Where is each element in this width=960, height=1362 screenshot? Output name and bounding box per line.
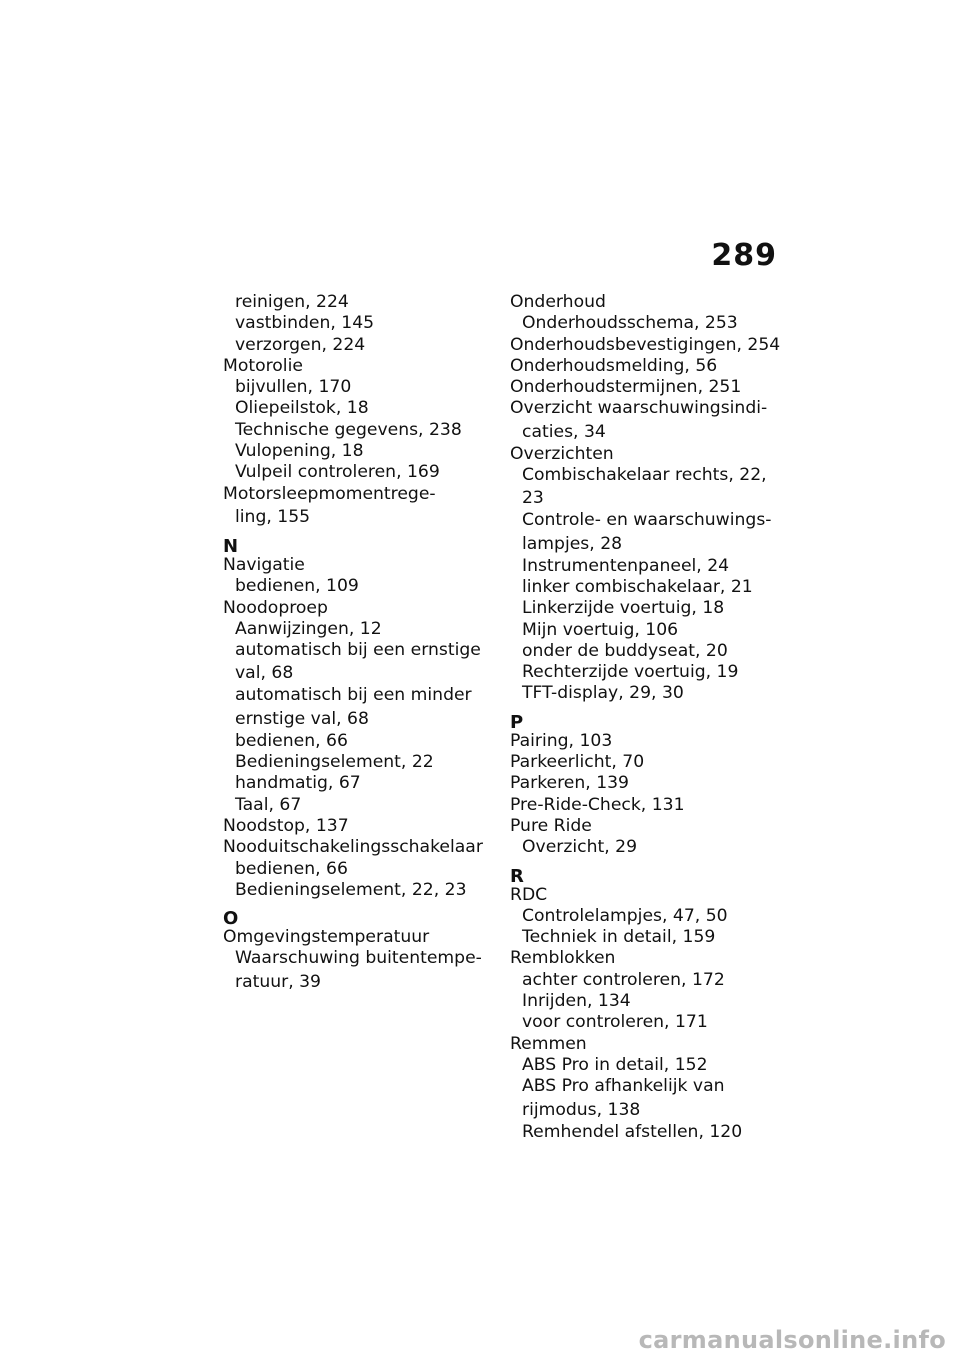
index-main-entry: Onderhoudstermijnen, 251 [510, 377, 742, 398]
index-sub-entry: Techniek in detail, 159 [522, 927, 716, 948]
index-main-entry: Noodstop, 137 [223, 815, 349, 836]
index-entry-continuation: 23 [522, 488, 544, 509]
index-main-entry: Overzichten [510, 443, 614, 464]
index-main-entry: Onderhoudsmelding, 56 [510, 355, 718, 376]
index-main-entry: Pairing, 103 [510, 730, 613, 751]
index-entry-continuation: ling, 155 [235, 506, 311, 527]
index-main-entry: Remblokken [510, 948, 616, 969]
index-sub-entry: Onderhoudsschema, 253 [522, 313, 738, 334]
index-sub-entry: bijvullen, 170 [235, 377, 352, 398]
index-sub-entry: TFT-display, 29, 30 [522, 683, 684, 704]
index-sub-entry: handmatig, 67 [235, 773, 361, 794]
index-section-letter: N [223, 535, 239, 557]
index-entry-continuation: caties, 34 [522, 421, 606, 442]
index-main-entry: Overzicht waarschuwingsindi- [510, 398, 768, 419]
index-main-entry: RDC [510, 884, 548, 905]
index-sub-entry: bedienen, 66 [235, 858, 348, 879]
index-sub-entry: Instrumentenpaneel, 24 [522, 555, 730, 576]
index-sub-entry: Linkerzijde voertuig, 18 [522, 598, 725, 619]
index-sub-entry: voor controleren, 171 [522, 1012, 708, 1033]
index-sub-entry: Rechterzijde voertuig, 19 [522, 662, 739, 683]
index-sub-entry: Oliepeilstok, 18 [235, 398, 369, 419]
index-sub-entry: Controlelampjes, 47, 50 [522, 905, 728, 926]
index-main-entry: Navigatie [223, 554, 305, 575]
index-sub-entry: Mijn voertuig, 106 [522, 619, 679, 640]
index-column-right [510, 292, 785, 1143]
page-number: 289 [711, 238, 777, 273]
index-sub-entry: Vulopening, 18 [235, 441, 364, 462]
index-sub-entry: Vulpeil controleren, 169 [235, 462, 440, 483]
index-main-entry: Onderhoud [510, 292, 606, 312]
index-sub-entry: Overzicht, 29 [522, 837, 638, 858]
index-sub-entry: bedienen, 109 [235, 576, 359, 597]
index-sub-entry: Taal, 67 [235, 794, 302, 815]
index-main-entry: Noodoproep [223, 597, 328, 618]
index-sub-entry: vastbinden, 145 [235, 313, 375, 334]
index-sub-entry: achter controleren, 172 [522, 969, 725, 990]
watermark-text: carmanualsonline.info [638, 1326, 946, 1354]
index-entry-continuation: rijmodus, 138 [522, 1099, 641, 1120]
index-main-entry: Pure Ride [510, 815, 592, 836]
index-sub-entry: reinigen, 224 [235, 292, 349, 312]
index-sub-entry: linker combischakelaar, 21 [522, 576, 753, 597]
index-sub-entry: Bedieningselement, 22 [235, 752, 434, 773]
index-sub-entry: Inrijden, 134 [522, 991, 631, 1012]
index-sub-entry: ABS Pro afhankelijk van [522, 1076, 725, 1097]
index-section-letter: P [510, 711, 524, 733]
index-column-left [223, 292, 491, 994]
index-sub-entry: verzorgen, 224 [235, 334, 366, 355]
index-section-letter: R [510, 865, 524, 887]
index-main-entry: Remmen [510, 1033, 587, 1054]
index-entry-continuation: lampjes, 28 [522, 533, 623, 554]
index-sub-entry: automatisch bij een ernstige [235, 640, 481, 661]
index-main-entry: Parkeren, 139 [510, 773, 629, 794]
index-sub-entry: bedienen, 66 [235, 730, 348, 751]
index-main-entry: Nooduitschakelingsschakelaar [223, 837, 483, 858]
index-section-letter: O [223, 908, 239, 930]
index-main-entry: Parkeerlicht, 70 [510, 752, 645, 773]
index-entry-continuation: ratuur, 39 [235, 971, 321, 992]
index-entry-continuation: ernstige val, 68 [235, 708, 369, 729]
index-sub-entry: Aanwijzingen, 12 [235, 618, 382, 639]
index-sub-entry: Bedieningselement, 22, 23 [235, 879, 467, 900]
index-main-entry: Omgevingstemperatuur [223, 927, 430, 948]
index-main-entry: Motorolie [223, 355, 303, 376]
index-sub-entry: ABS Pro in detail, 152 [522, 1054, 708, 1075]
index-main-entry: Pre-Ride-Check, 131 [510, 794, 685, 815]
index-sub-entry: Controle- en waarschuwings- [522, 510, 772, 531]
index-sub-entry: Remhendel afstellen, 120 [522, 1121, 743, 1142]
index-sub-entry: onder de buddyseat, 20 [522, 640, 728, 661]
index-sub-entry: Technische gegevens, 238 [235, 419, 462, 440]
index-sub-entry: Combischakelaar rechts, 22, [522, 465, 767, 486]
index-main-entry: Onderhoudsbevestigingen, 254 [510, 334, 781, 355]
index-entry-continuation: val, 68 [235, 663, 294, 684]
index-sub-entry: automatisch bij een minder [235, 685, 472, 706]
index-sub-entry: Waarschuwing buitentempe- [235, 948, 482, 969]
index-main-entry: Motorsleepmomentrege- [223, 483, 436, 504]
